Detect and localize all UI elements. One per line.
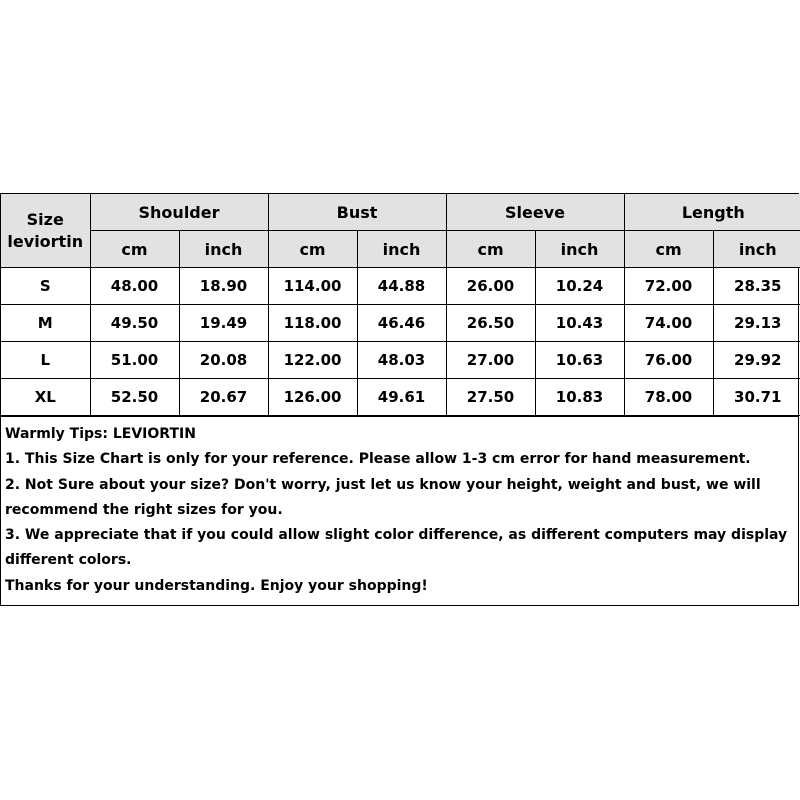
value-cell: 27.00 — [446, 342, 535, 379]
value-cell: 114.00 — [268, 268, 357, 305]
value-cell: 29.92 — [713, 342, 800, 379]
unit-header-cell: cm — [90, 231, 179, 268]
unit-header-cell: inch — [179, 231, 268, 268]
unit-header-cell: inch — [535, 231, 624, 268]
value-cell: 10.63 — [535, 342, 624, 379]
value-cell: 49.61 — [357, 379, 446, 416]
value-cell: 126.00 — [268, 379, 357, 416]
table-row — [1, 305, 800, 342]
bust-header: Bust — [268, 194, 446, 231]
unit-header-cell: inch — [357, 231, 446, 268]
value-cell: 10.43 — [535, 305, 624, 342]
value-cell: 48.00 — [90, 268, 179, 305]
tips-line: 3. We appreciate that if you could allow slight color difference, as different computers may display — [5, 527, 788, 544]
size-header-line1: Size — [26, 209, 64, 229]
size-table — [1, 194, 800, 416]
value-cell: 118.00 — [268, 305, 357, 342]
value-cell: 76.00 — [624, 342, 713, 379]
table-row — [1, 268, 800, 305]
value-cell: 44.88 — [357, 268, 446, 305]
value-cell: 74.00 — [624, 305, 713, 342]
value-cell: 28.35 — [713, 268, 800, 305]
value-cell: 10.83 — [535, 379, 624, 416]
value-cell: 29.13 — [713, 305, 800, 342]
value-cell: 26.50 — [446, 305, 535, 342]
tips-line: 1. This Size Chart is only for your reference. Please allow 1-3 cm error for hand measurement. — [5, 451, 751, 468]
value-cell: 20.08 — [179, 342, 268, 379]
value-cell: 20.67 — [179, 379, 268, 416]
table-row — [1, 379, 800, 416]
length-header: Length — [624, 194, 800, 231]
size-cell: S — [1, 268, 90, 305]
value-cell: 122.00 — [268, 342, 357, 379]
value-cell: 26.00 — [446, 268, 535, 305]
value-cell: 46.46 — [357, 305, 446, 342]
tips-line: different colors. — [5, 552, 132, 569]
value-cell: 51.00 — [90, 342, 179, 379]
shoulder-header: Shoulder — [90, 194, 268, 231]
tips-line: recommend the right sizes for you. — [5, 501, 283, 518]
size-header-cell — [1, 194, 90, 268]
unit-header-row — [1, 231, 800, 268]
tips-closing: Thanks for your understanding. Enjoy your shopping! — [5, 577, 428, 594]
value-cell: 52.50 — [90, 379, 179, 416]
value-cell: 78.00 — [624, 379, 713, 416]
value-cell: 18.90 — [179, 268, 268, 305]
value-cell: 10.24 — [535, 268, 624, 305]
group-header-row — [1, 194, 800, 231]
unit-header-cell: cm — [446, 231, 535, 268]
size-cell: M — [1, 305, 90, 342]
size-cell: L — [1, 342, 90, 379]
size-chart — [0, 193, 799, 606]
unit-header-cell: inch — [713, 231, 800, 268]
tips-title: Warmly Tips: LEVIORTIN — [5, 426, 196, 442]
value-cell: 49.50 — [90, 305, 179, 342]
value-cell: 48.03 — [357, 342, 446, 379]
value-cell: 30.71 — [713, 379, 800, 416]
tips-line: 2. Not Sure about your size? Don't worry, just let us know your height, weight and bust, we will — [5, 476, 761, 493]
unit-header-cell: cm — [624, 231, 713, 268]
tips-section — [1, 416, 798, 605]
value-cell: 72.00 — [624, 268, 713, 305]
size-cell: XL — [1, 379, 90, 416]
value-cell: 27.50 — [446, 379, 535, 416]
size-header-line2: leviortin — [7, 231, 84, 251]
value-cell: 19.49 — [179, 305, 268, 342]
table-row — [1, 342, 800, 379]
sleeve-header: Sleeve — [446, 194, 624, 231]
unit-header-cell: cm — [268, 231, 357, 268]
